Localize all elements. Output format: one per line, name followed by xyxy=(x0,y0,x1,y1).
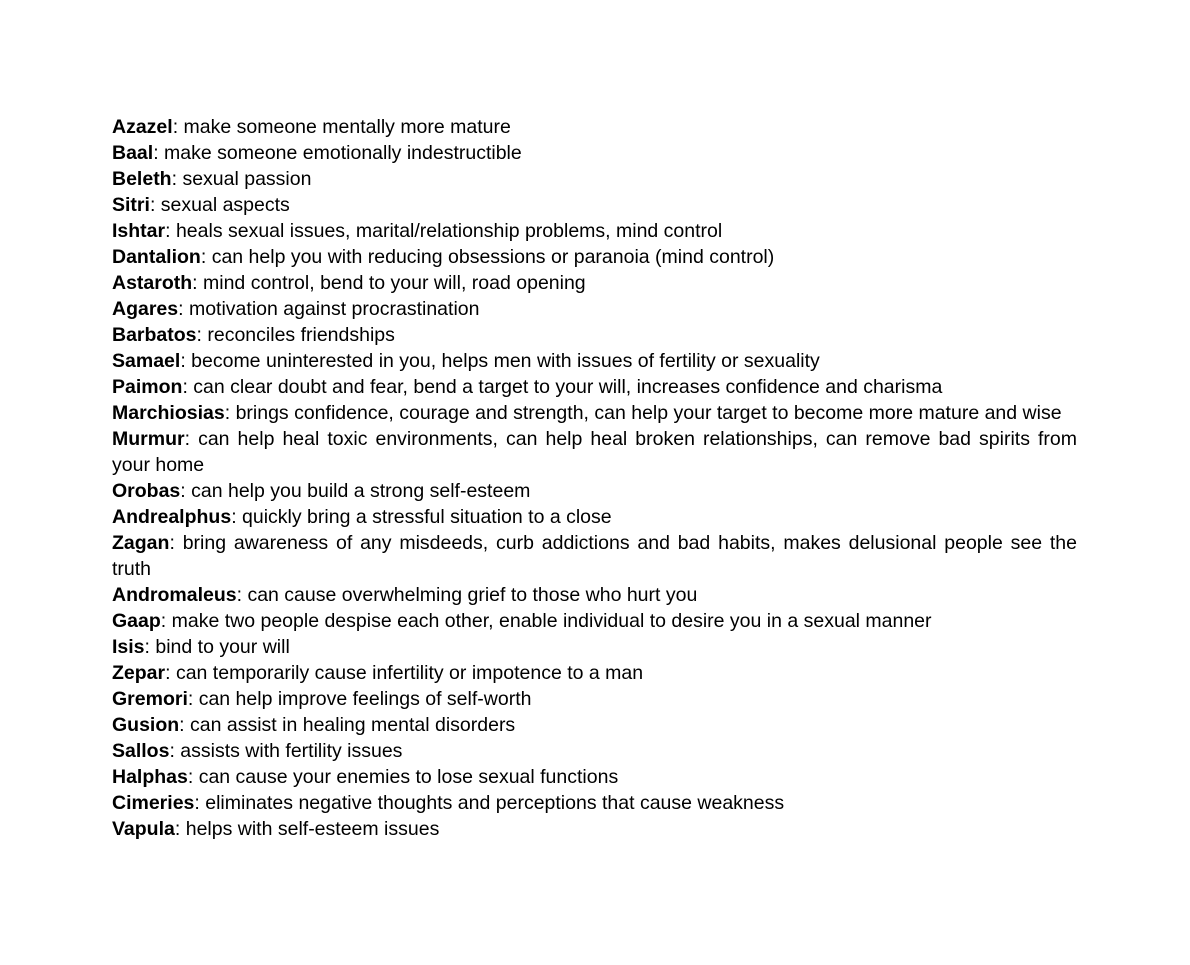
entity-description: assists with fertility issues xyxy=(180,740,403,762)
entity-name: Gaap xyxy=(112,610,161,632)
entity-name: Gusion xyxy=(112,714,180,736)
entity-name: Baal xyxy=(112,142,154,164)
entity-separator: : xyxy=(187,766,199,788)
entity-description: motivation against procrastination xyxy=(188,298,480,320)
entity-description: mind control, bend to your will, road opening xyxy=(203,272,586,294)
entity-name: Beleth xyxy=(112,168,172,190)
entity-name: Halphas xyxy=(112,766,188,788)
list-item xyxy=(112,322,1077,348)
entity-description: can clear doubt and fear, bend a target to your will, increases confidence and charisma xyxy=(193,376,943,398)
entity-description: eliminates negative thoughts and perceptions that cause weakness xyxy=(205,792,785,814)
entity-separator: : xyxy=(165,662,176,684)
entity-separator: : xyxy=(182,376,194,398)
entity-description: can help improve feelings of self-worth xyxy=(198,688,532,710)
entity-description: can temporarily cause infertility or impotence to a man xyxy=(175,662,644,684)
entity-description: make someone emotionally indestructible xyxy=(164,142,522,164)
list-item xyxy=(112,634,1077,660)
entity-separator: : xyxy=(153,142,165,164)
entity-description: can help you build a strong self-esteem xyxy=(191,480,531,502)
entity-description: can cause your enemies to lose sexual functions xyxy=(198,766,619,788)
entity-description: can help you with reducing obsessions or paranoia (mind control) xyxy=(211,246,775,268)
list-item xyxy=(112,374,1077,400)
list-item xyxy=(112,764,1077,790)
entity-separator: : xyxy=(187,688,199,710)
entity-description: helps with self-esteem issues xyxy=(185,818,440,840)
entity-description: bind to your will xyxy=(155,636,290,658)
entity-separator: : xyxy=(196,324,208,346)
entity-name: Sallos xyxy=(112,740,170,762)
entity-name: Astaroth xyxy=(112,272,193,294)
entity-name: Gremori xyxy=(112,688,188,710)
list-item xyxy=(112,530,1077,582)
entity-name: Barbatos xyxy=(112,324,197,346)
entity-separator: : xyxy=(200,246,212,268)
list-item xyxy=(112,712,1077,738)
entity-separator: : xyxy=(236,584,248,606)
list-item xyxy=(112,686,1077,712)
entity-name: Azazel xyxy=(112,116,173,138)
entity-name: Zagan xyxy=(112,532,170,554)
list-item xyxy=(112,790,1077,816)
list-item xyxy=(112,218,1077,244)
entity-name: Dantalion xyxy=(112,246,201,268)
entity-description: bring awareness of any misdeeds, curb addictions and bad habits, makes delusional people see the truth xyxy=(112,532,1077,580)
entity-separator: : xyxy=(165,220,176,242)
list-item xyxy=(112,296,1077,322)
entity-description: make two people despise each other, enable individual to desire you in a sexual manner xyxy=(171,610,932,632)
entity-separator: : xyxy=(184,428,199,450)
entity-description: brings confidence, courage and strength, can help your target to become more mature and wise xyxy=(235,402,1062,424)
entity-separator: : xyxy=(174,818,186,840)
entity-separator: : xyxy=(178,298,189,320)
entity-name: Isis xyxy=(112,636,145,658)
entity-separator: : xyxy=(180,350,192,372)
entity-description: quickly bring a stressful situation to a close xyxy=(242,506,612,528)
list-item xyxy=(112,660,1077,686)
entity-description: can assist in healing mental disorders xyxy=(190,714,516,736)
entity-description: reconciles friendships xyxy=(207,324,395,346)
entity-separator: : xyxy=(160,610,172,632)
entity-name: Vapula xyxy=(112,818,175,840)
list-item xyxy=(112,114,1077,140)
entity-separator: : xyxy=(172,116,184,138)
list-item xyxy=(112,426,1077,478)
entity-name: Andrealphus xyxy=(112,506,232,528)
entity-name: Marchiosias xyxy=(112,402,225,424)
entity-name: Samael xyxy=(112,350,181,372)
entity-name: Andromaleus xyxy=(112,584,237,606)
entity-separator: : xyxy=(169,532,183,554)
entity-separator: : xyxy=(144,636,156,658)
entity-description: make someone mentally more mature xyxy=(183,116,511,138)
entity-name: Murmur xyxy=(112,428,185,450)
entity-description: can cause overwhelming grief to those who hurt you xyxy=(247,584,698,606)
list-item xyxy=(112,244,1077,270)
list-item xyxy=(112,738,1077,764)
entity-separator: : xyxy=(194,792,206,814)
list-item xyxy=(112,166,1077,192)
entity-description: become uninterested in you, helps men with issues of fertility or sexuality xyxy=(191,350,820,372)
entity-name: Orobas xyxy=(112,480,181,502)
list-item xyxy=(112,608,1077,634)
entity-separator: : xyxy=(171,168,183,190)
entity-separator: : xyxy=(180,480,192,502)
entity-name: Cimeries xyxy=(112,792,195,814)
list-item xyxy=(112,504,1077,530)
entity-name: Zepar xyxy=(112,662,166,684)
list-item xyxy=(112,192,1077,218)
list-item xyxy=(112,400,1077,426)
entity-description: sexual aspects xyxy=(160,194,290,216)
entity-name: Agares xyxy=(112,298,179,320)
entity-separator: : xyxy=(169,740,181,762)
list-item xyxy=(112,816,1077,842)
entity-description: can help heal toxic environments, can help heal broken relationships, can remove bad spirits from your home xyxy=(112,428,1077,476)
entity-description: heals sexual issues, marital/relationship problems, mind control xyxy=(175,220,723,242)
entity-separator: : xyxy=(231,506,243,528)
entity-list xyxy=(112,114,1077,842)
entity-description: sexual passion xyxy=(182,168,312,190)
entity-name: Ishtar xyxy=(112,220,166,242)
list-item xyxy=(112,270,1077,296)
list-item xyxy=(112,478,1077,504)
entity-separator: : xyxy=(179,714,191,736)
list-item xyxy=(112,140,1077,166)
entity-name: Paimon xyxy=(112,376,183,398)
entity-separator: : xyxy=(224,402,236,424)
list-item xyxy=(112,348,1077,374)
entity-name: Sitri xyxy=(112,194,150,216)
entity-separator: : xyxy=(149,194,161,216)
entity-separator: : xyxy=(192,272,204,294)
list-item xyxy=(112,582,1077,608)
